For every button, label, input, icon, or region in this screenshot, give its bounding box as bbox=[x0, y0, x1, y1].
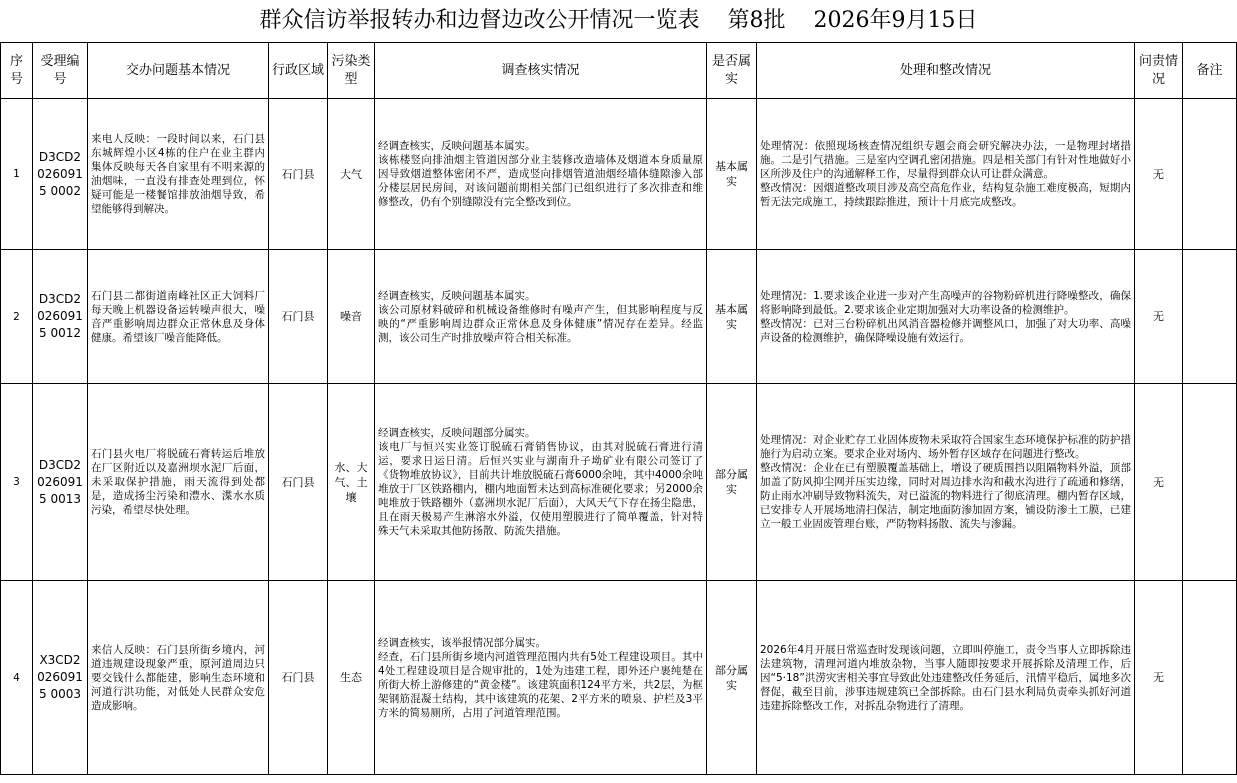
title-main: 群众信访举报转办和边督边改公开情况一览表 bbox=[259, 8, 700, 33]
header-pollution-type: 污染类型 bbox=[328, 43, 375, 99]
cell-verified: 部分属实 bbox=[707, 581, 757, 775]
cell-case-id: D3CD20260915 0002 bbox=[33, 99, 88, 250]
header-case-id: 受理编号 bbox=[33, 43, 88, 99]
cell-remarks bbox=[1183, 250, 1237, 384]
cell-index: 3 bbox=[1, 384, 33, 581]
table-row bbox=[1, 581, 1237, 775]
cell-verified: 基本属实 bbox=[707, 99, 757, 250]
cell-handling: 处理情况：依照现场核查情况组织专题会商会研究解决办法，一是物理封堵措施。二是引气措施。三是室内空调孔密闭措施。四是相关部门有针对性地做好小区所涉及住户的沟通解释工作，尽量得到群众认可让群众满意。 整改情况：因烟道整改项目涉及高空高危作业，结构复杂施工难度极高，短期内暂无法完成施工，持续跟踪推进，预计十月底完成整改。 bbox=[757, 99, 1135, 250]
cell-investigation: 经调查核实，反映问题部分属实。 该电厂与恒兴实业签订脱硫石膏销售协议，由其对脱硫石膏进行清运，要求日运日清。后恒兴实业与湖南升子坳矿业有限公司签订了《货物堆放协议》，目前共计堆放脱硫石膏6000余吨，其中4000余吨堆放于厂区铁路棚内，棚内地面暂未达到高标准硬化要求；另2000余吨堆放于铁路棚外（嘉洲坝水泥厂后面），大风天气下存在扬尘隐患，且在雨天极易产生淋溶水外溢，仅使用塑膜进行了简单覆盖，针对特殊天气未采取其他防扬散、防流失措施。 bbox=[375, 384, 707, 581]
header-index: 序号 bbox=[1, 43, 33, 99]
cell-district: 石门县 bbox=[269, 99, 328, 250]
cell-district: 石门县 bbox=[269, 250, 328, 384]
cell-issue: 石门县二都街道南峰社区正大饲料厂每天晚上机器设备运转噪声很大，噪音严重影响周边群众正常休息及身体健康。希望该厂噪音能降低。 bbox=[88, 250, 269, 384]
header-handling: 处理和整改情况 bbox=[757, 43, 1135, 99]
cell-pollution-type: 生态 bbox=[328, 581, 375, 775]
header-accountability: 问责情况 bbox=[1135, 43, 1183, 99]
cell-remarks bbox=[1183, 99, 1237, 250]
cell-index: 1 bbox=[1, 99, 33, 250]
cell-index: 2 bbox=[1, 250, 33, 384]
cell-remarks bbox=[1183, 384, 1237, 581]
cell-district: 石门县 bbox=[269, 384, 328, 581]
cell-accountability: 无 bbox=[1135, 250, 1183, 384]
header-issue: 交办问题基本情况 bbox=[88, 43, 269, 99]
cell-accountability: 无 bbox=[1135, 384, 1183, 581]
header-investigation: 调查核实情况 bbox=[375, 43, 707, 99]
cell-district: 石门县 bbox=[269, 581, 328, 775]
complaint-table bbox=[0, 42, 1237, 775]
table-row bbox=[1, 99, 1237, 250]
cell-pollution-type: 噪音 bbox=[328, 250, 375, 384]
header-district: 行政区域 bbox=[269, 43, 328, 99]
cell-investigation: 经调查核实，该举报情况部分属实。 经查，石门县所街乡境内河道管理范围内共有5处工程建设项目。其中4处工程建设项目是合规审批的，1处为违建工程，即外还户裹纯楚在所街大桥上游修建的“黄金楼”。该建筑面积124平方米，共2层，为框架钢筋混凝土结构，其中该建筑的花架、2平方米的喷泉、护栏及3平方米的简易厕所，占用了河道管理范围。 bbox=[375, 581, 707, 775]
cell-case-id: D3CD20260915 0012 bbox=[33, 250, 88, 384]
cell-remarks bbox=[1183, 581, 1237, 775]
table-row bbox=[1, 384, 1237, 581]
cell-investigation: 经调查核实，反映问题基本属实。 该公司原材料破碎和机械设备维修时有噪声产生，但其影响程度与反映的“严重影响周边群众正常休息及身体健康”情况存在差异。经监测，该公司生产时排放噪声符合相关标准。 bbox=[375, 250, 707, 384]
cell-verified: 基本属实 bbox=[707, 250, 757, 384]
page-title bbox=[0, 0, 1237, 42]
cell-investigation: 经调查核实，反映问题基本属实。 该栋楼竖向排油烟主管道因部分业主装修改造墙体及烟道本身质量原因导致烟道整体密闭不严，造成竖向排烟管道油烟经墙体缝隙渗入部分楼层居民房间，对该问题前期相关部门已组织进行了多次排查和维修整改，仍有个别缝隙没有完全整改到位。 bbox=[375, 99, 707, 250]
cell-accountability: 无 bbox=[1135, 99, 1183, 250]
header-verified: 是否属实 bbox=[707, 43, 757, 99]
title-batch: 第8批 bbox=[727, 8, 786, 33]
cell-issue: 来电人反映：一段时间以来，石门县东城辉煌小区4栋的住户在业主群内集体反映每天各自家里有不明来源的油烟味，一直没有排查处理到位，怀疑可能是一楼餐馆排放油烟导致，希望能够得到解决。 bbox=[88, 99, 269, 250]
header-remarks: 备注 bbox=[1183, 43, 1237, 99]
cell-pollution-type: 水、大气、土壤 bbox=[328, 384, 375, 581]
cell-handling: 2026年4月开展日常巡查时发现该问题，立即叫停施工，责令当事人立即拆除违法建筑物，清理河道内堆放杂物，当事人随即按要求开展拆除及清理工作，后因“5·18”洪涝灾害相关事宜导致此处违建整改任务延后，汛情平稳后，属地多次督促，截至目前，涉事违规建筑已全部拆除。由石门县水利局负责牵头抓好河道违建拆除整改工作，对拆乱杂物进行了清理。 bbox=[757, 581, 1135, 775]
table-row bbox=[1, 250, 1237, 384]
header-row bbox=[1, 43, 1237, 99]
cell-handling: 处理情况：对企业贮存工业固体废物未采取符合国家生态环境保护标准的防护措施行为启动立案。要求企业对场内、场外暂存区域存在问题进行整改。 整改情况：企业在已有塑膜覆盖基础上，增设了硬质围挡以阻隔物料外溢，顶部加盖了防风抑尘网并压实边缘，同时对周边排水沟和截水沟进行了疏通和修缮，防止雨水冲刷导致物料流失，对已溢流的物料进行了彻底清理。棚内暂存区域，已安排专人开展场地清扫保洁，制定地面防渗加固方案，铺设防渗土工膜，已建立一般工业固废管理台账，严防物料扬散、流失与渗漏。 bbox=[757, 384, 1135, 581]
cell-issue: 来信人反映：石门县所街乡境内，河道违规建设现象严重，原河道周边只要交钱什么都能建，影响生态环境和河道行洪功能，对低处人民群众安危造成影响。 bbox=[88, 581, 269, 775]
cell-handling: 处理情况：1.要求该企业进一步对产生高噪声的谷物粉碎机进行降噪整改，确保将影响降到最低。2.要求该企业定期加强对大功率设备的检测维护。 整改情况：已对三台粉碎机出风消音器检修并调整风口，加强了对大功率、高噪声设备的检测维护，确保降噪设施有效运行。 bbox=[757, 250, 1135, 384]
cell-index: 4 bbox=[1, 581, 33, 775]
cell-accountability: 无 bbox=[1135, 581, 1183, 775]
cell-case-id: X3CD20260915 0003 bbox=[33, 581, 88, 775]
cell-issue: 石门县火电厂将脱硫石膏转运后堆放在厂区附近以及嘉洲坝水泥厂后面，未采取保护措施，雨天流得到处都是，造成扬尘污染和澧水、渫水水质污染，希望尽快处理。 bbox=[88, 384, 269, 581]
title-date: 2026年9月15日 bbox=[813, 8, 978, 33]
cell-pollution-type: 大气 bbox=[328, 99, 375, 250]
cell-case-id: D3CD20260915 0013 bbox=[33, 384, 88, 581]
cell-verified: 部分属实 bbox=[707, 384, 757, 581]
